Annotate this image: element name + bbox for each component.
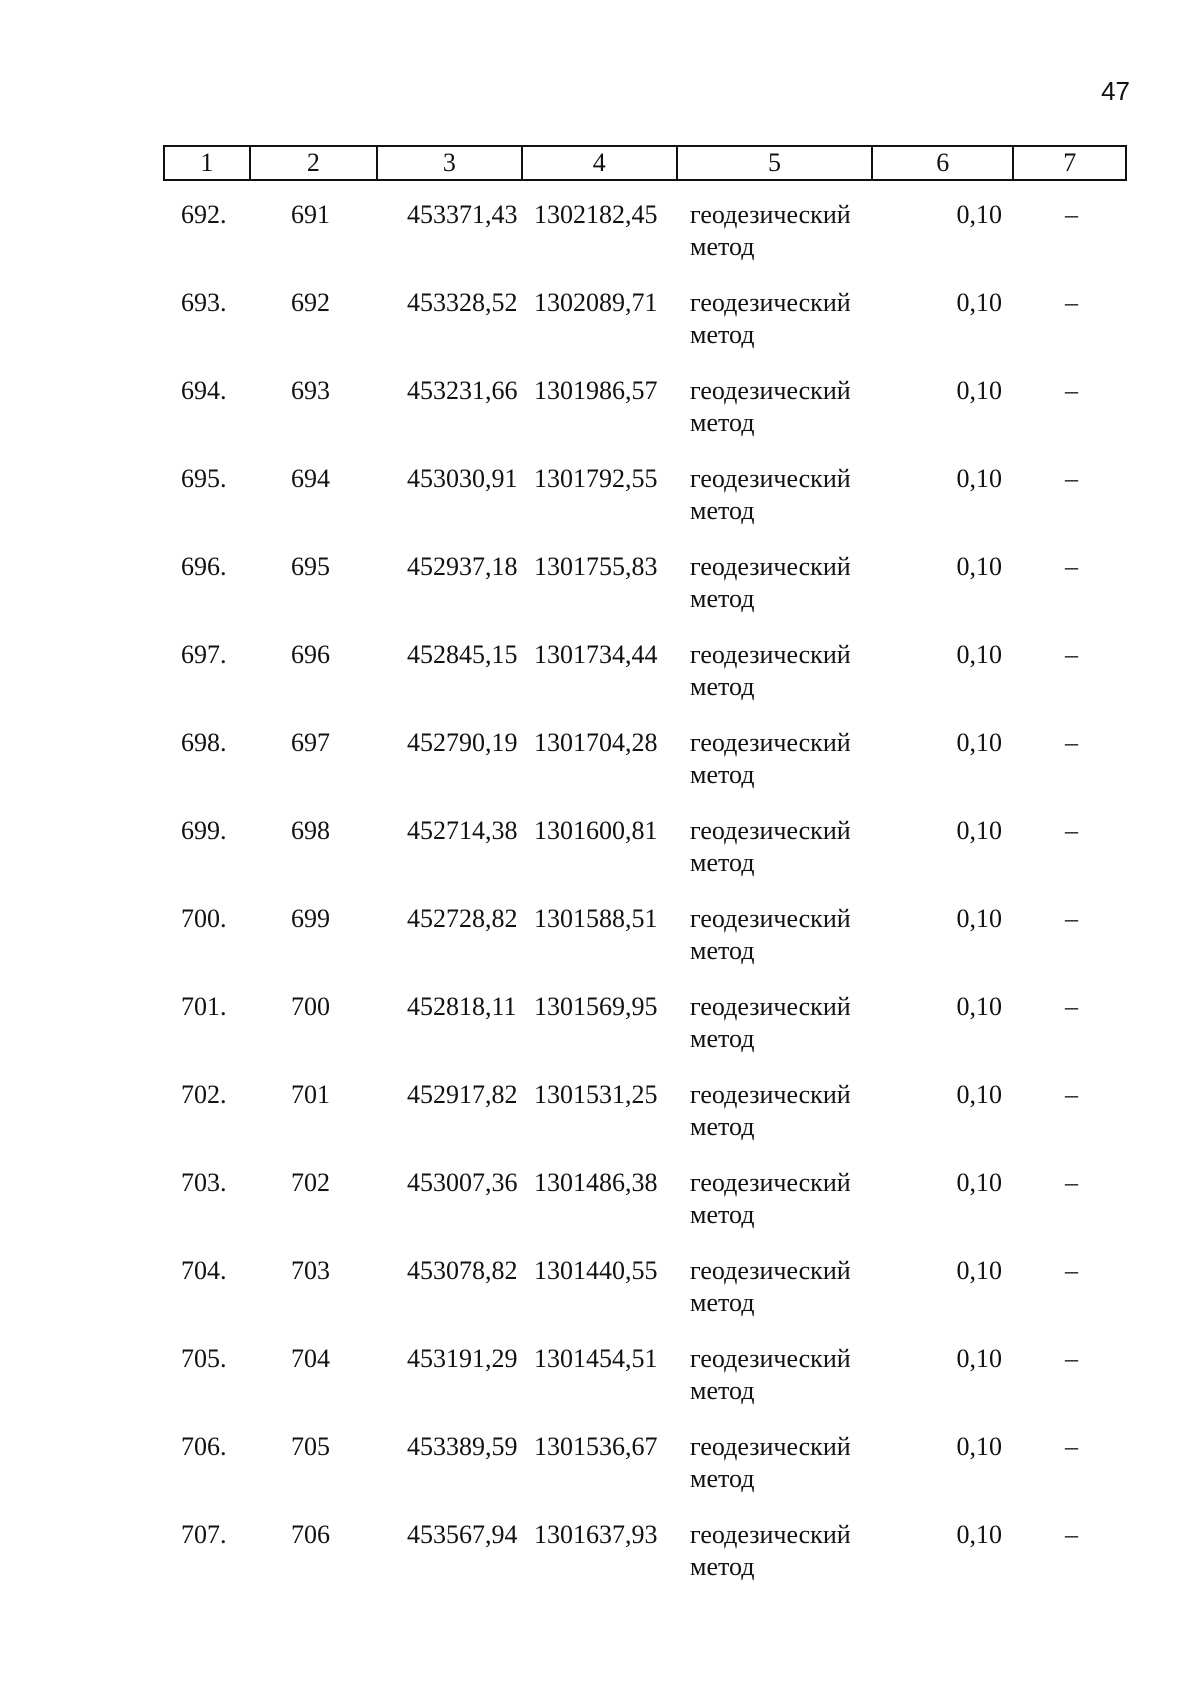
point-number-cell: 694 xyxy=(291,464,330,493)
note-cell: – xyxy=(1065,288,1078,317)
method-line-1: геодезический xyxy=(690,1168,851,1197)
method-line-1: геодезический xyxy=(690,816,851,845)
column-header-3: 3 xyxy=(378,147,522,179)
x-coordinate-cell: 452845,15 xyxy=(407,640,518,669)
column-header-6: 6 xyxy=(873,147,1014,179)
column-header-7: 7 xyxy=(1063,148,1077,177)
accuracy-cell: 0,10 xyxy=(956,376,1002,405)
point-number-cell: 702 xyxy=(291,1168,330,1197)
x-coordinate-cell: 453007,36 xyxy=(407,1168,518,1197)
row-number-cell: 707. xyxy=(181,1520,227,1549)
method-cell xyxy=(678,727,874,815)
x-coordinate-cell: 452917,82 xyxy=(407,1080,518,1109)
row-number-cell: 698. xyxy=(181,728,227,757)
column-header-5: 5 xyxy=(678,147,873,179)
y-coordinate-cell: 1301486,38 xyxy=(534,1168,658,1197)
row-number-cell: 705. xyxy=(181,1344,227,1373)
x-coordinate-cell: 452818,11 xyxy=(407,992,517,1021)
accuracy-cell: 0,10 xyxy=(956,200,1002,229)
method-line-2: метод xyxy=(690,936,755,965)
accuracy-cell: 0,10 xyxy=(956,1168,1002,1197)
point-number-cell: 693 xyxy=(291,376,330,405)
y-coordinate-cell: 1302182,45 xyxy=(534,200,658,229)
method-line-1: геодезический xyxy=(690,1432,851,1461)
method-line-1: геодезический xyxy=(690,728,851,757)
x-coordinate-cell: 453567,94 xyxy=(407,1520,518,1549)
x-coordinate-cell: 453191,29 xyxy=(407,1344,518,1373)
page-number: 47 xyxy=(1101,76,1130,106)
point-number-cell: 699 xyxy=(291,904,330,933)
y-coordinate-cell: 1301440,55 xyxy=(534,1256,658,1285)
column-header-2: 2 xyxy=(251,147,378,179)
row-number-cell: 701. xyxy=(181,992,227,1021)
table-row xyxy=(163,375,1127,463)
note-cell: – xyxy=(1065,552,1078,581)
method-cell xyxy=(678,463,874,551)
point-number-cell: 700 xyxy=(291,992,330,1021)
method-line-2: метод xyxy=(690,1112,755,1141)
method-cell xyxy=(678,199,874,287)
method-cell xyxy=(678,639,874,727)
method-line-2: метод xyxy=(690,848,755,877)
table-row xyxy=(163,1431,1127,1519)
x-coordinate-cell: 453030,91 xyxy=(407,464,518,493)
method-line-2: метод xyxy=(690,496,755,525)
method-line-1: геодезический xyxy=(690,904,851,933)
method-line-2: метод xyxy=(690,408,755,437)
note-cell: – xyxy=(1065,1432,1078,1461)
method-line-2: метод xyxy=(690,672,755,701)
column-header-1: 1 xyxy=(165,147,251,179)
y-coordinate-cell: 1301734,44 xyxy=(534,640,658,669)
x-coordinate-cell: 453389,59 xyxy=(407,1432,518,1461)
point-number-cell: 706 xyxy=(291,1520,330,1549)
method-cell xyxy=(678,1519,874,1607)
method-line-2: метод xyxy=(690,1552,755,1581)
x-coordinate-cell: 452790,19 xyxy=(407,728,518,757)
accuracy-cell: 0,10 xyxy=(956,1520,1002,1549)
y-coordinate-cell: 1301986,57 xyxy=(534,376,658,405)
x-coordinate-cell: 452728,82 xyxy=(407,904,518,933)
table-body xyxy=(163,199,1127,1607)
accuracy-cell: 0,10 xyxy=(956,1432,1002,1461)
coordinates-table xyxy=(163,145,1127,1607)
accuracy-cell: 0,10 xyxy=(956,1344,1002,1373)
x-coordinate-cell: 453328,52 xyxy=(407,288,518,317)
table-row xyxy=(163,287,1127,375)
x-coordinate-cell: 452937,18 xyxy=(407,552,518,581)
point-number-cell: 698 xyxy=(291,816,330,845)
method-line-2: метод xyxy=(690,1464,755,1493)
method-cell xyxy=(678,1079,874,1167)
point-number-cell: 696 xyxy=(291,640,330,669)
note-cell: – xyxy=(1065,1520,1078,1549)
row-number-cell: 696. xyxy=(181,552,227,581)
note-cell: – xyxy=(1065,728,1078,757)
method-line-2: метод xyxy=(690,320,755,349)
note-cell: – xyxy=(1065,1168,1078,1197)
method-cell xyxy=(678,815,874,903)
row-number-cell: 706. xyxy=(181,1432,227,1461)
table-row xyxy=(163,991,1127,1079)
y-coordinate-cell: 1301588,51 xyxy=(534,904,658,933)
point-number-cell: 703 xyxy=(291,1256,330,1285)
note-cell: – xyxy=(1065,992,1078,1021)
x-coordinate-cell: 453078,82 xyxy=(407,1256,518,1285)
column-header-4: 4 xyxy=(523,147,678,179)
method-line-2: метод xyxy=(690,1376,755,1405)
method-line-1: геодезический xyxy=(690,376,851,405)
accuracy-cell: 0,10 xyxy=(956,728,1002,757)
table-row xyxy=(163,199,1127,287)
method-line-1: геодезический xyxy=(690,640,851,669)
accuracy-cell: 0,10 xyxy=(956,816,1002,845)
table-row xyxy=(163,815,1127,903)
note-cell: – xyxy=(1065,376,1078,405)
y-coordinate-cell: 1301569,95 xyxy=(534,992,658,1021)
table-row xyxy=(163,903,1127,991)
method-line-2: метод xyxy=(690,584,755,613)
point-number-cell: 695 xyxy=(291,552,330,581)
y-coordinate-cell: 1301637,93 xyxy=(534,1520,658,1549)
note-cell: – xyxy=(1065,464,1078,493)
table-row xyxy=(163,463,1127,551)
y-coordinate-cell: 1301454,51 xyxy=(534,1344,658,1373)
row-number-cell: 697. xyxy=(181,640,227,669)
table-row xyxy=(163,1167,1127,1255)
row-number-cell: 695. xyxy=(181,464,227,493)
y-coordinate-cell: 1301536,67 xyxy=(534,1432,658,1461)
table-row xyxy=(163,727,1127,815)
accuracy-cell: 0,10 xyxy=(956,640,1002,669)
method-cell xyxy=(678,375,874,463)
y-coordinate-cell: 1301755,83 xyxy=(534,552,658,581)
accuracy-cell: 0,10 xyxy=(956,1080,1002,1109)
table-row xyxy=(163,551,1127,639)
row-number-cell: 692. xyxy=(181,200,227,229)
point-number-cell: 692 xyxy=(291,288,330,317)
table-row xyxy=(163,1519,1127,1607)
method-line-1: геодезический xyxy=(690,992,851,1021)
table-row xyxy=(163,639,1127,727)
row-number-cell: 702. xyxy=(181,1080,227,1109)
accuracy-cell: 0,10 xyxy=(956,552,1002,581)
method-cell xyxy=(678,551,874,639)
point-number-cell: 697 xyxy=(291,728,330,757)
method-cell xyxy=(678,1255,874,1343)
method-line-2: метод xyxy=(690,760,755,789)
point-number-cell: 705 xyxy=(291,1432,330,1461)
method-line-1: геодезический xyxy=(690,200,851,229)
y-coordinate-cell: 1301600,81 xyxy=(534,816,658,845)
method-line-1: геодезический xyxy=(690,288,851,317)
method-line-2: метод xyxy=(690,1024,755,1053)
note-cell: – xyxy=(1065,200,1078,229)
note-cell: – xyxy=(1065,904,1078,933)
table-row xyxy=(163,1079,1127,1167)
note-cell: – xyxy=(1065,1080,1078,1109)
note-cell: – xyxy=(1065,816,1078,845)
row-number-cell: 703. xyxy=(181,1168,227,1197)
note-cell: – xyxy=(1065,1344,1078,1373)
y-coordinate-cell: 1301531,25 xyxy=(534,1080,658,1109)
y-coordinate-cell: 1302089,71 xyxy=(534,288,658,317)
method-cell xyxy=(678,287,874,375)
method-cell xyxy=(678,1167,874,1255)
method-line-2: метод xyxy=(690,1288,755,1317)
accuracy-cell: 0,10 xyxy=(956,904,1002,933)
accuracy-cell: 0,10 xyxy=(956,464,1002,493)
note-cell: – xyxy=(1065,1256,1078,1285)
method-line-1: геодезический xyxy=(690,464,851,493)
method-line-1: геодезический xyxy=(690,1344,851,1373)
table-header-row xyxy=(163,145,1127,181)
point-number-cell: 691 xyxy=(291,200,330,229)
method-cell xyxy=(678,1431,874,1519)
note-cell: – xyxy=(1065,640,1078,669)
row-number-cell: 699. xyxy=(181,816,227,845)
row-number-cell: 693. xyxy=(181,288,227,317)
method-line-2: метод xyxy=(690,232,755,261)
method-cell xyxy=(678,1343,874,1431)
x-coordinate-cell: 452714,38 xyxy=(407,816,518,845)
y-coordinate-cell: 1301704,28 xyxy=(534,728,658,757)
method-line-2: метод xyxy=(690,1200,755,1229)
accuracy-cell: 0,10 xyxy=(956,1256,1002,1285)
point-number-cell: 704 xyxy=(291,1344,330,1373)
table-row xyxy=(163,1343,1127,1431)
x-coordinate-cell: 453231,66 xyxy=(407,376,518,405)
method-line-1: геодезический xyxy=(690,552,851,581)
method-cell xyxy=(678,903,874,991)
method-cell xyxy=(678,991,874,1079)
table-row xyxy=(163,1255,1127,1343)
method-line-1: геодезический xyxy=(690,1256,851,1285)
point-number-cell: 701 xyxy=(291,1080,330,1109)
accuracy-cell: 0,10 xyxy=(956,992,1002,1021)
accuracy-cell: 0,10 xyxy=(956,288,1002,317)
method-line-1: геодезический xyxy=(690,1520,851,1549)
row-number-cell: 694. xyxy=(181,376,227,405)
x-coordinate-cell: 453371,43 xyxy=(407,200,518,229)
y-coordinate-cell: 1301792,55 xyxy=(534,464,658,493)
row-number-cell: 704. xyxy=(181,1256,227,1285)
method-line-1: геодезический xyxy=(690,1080,851,1109)
row-number-cell: 700. xyxy=(181,904,227,933)
